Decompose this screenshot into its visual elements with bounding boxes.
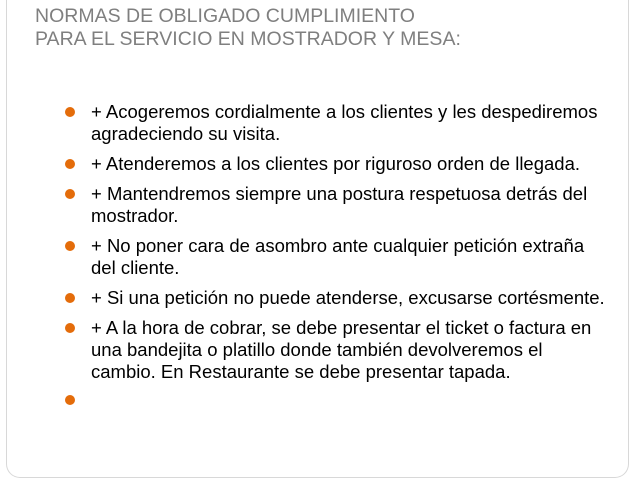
bullet-icon bbox=[65, 395, 75, 405]
bullet-text: + Mantendremos siempre una postura respetuosa detrás del mostrador. bbox=[91, 183, 588, 226]
bullet-icon bbox=[65, 293, 75, 303]
bullet-icon bbox=[65, 107, 75, 117]
list-item bbox=[65, 235, 605, 279]
list-item bbox=[65, 183, 605, 227]
title-area bbox=[7, 0, 628, 82]
list-item bbox=[65, 153, 605, 175]
bullet-icon bbox=[65, 241, 75, 251]
list-item bbox=[65, 287, 605, 309]
bullet-text: + A la hora de cobrar, se debe presentar el ticket o factura en una bandejita o platillo donde también devolveremos el cambio. En Restaurante se debe presentar tapada. bbox=[91, 317, 592, 382]
bullet-text: + Atenderemos a los clientes por riguroso orden de llegada. bbox=[91, 153, 581, 174]
bullet-icon bbox=[65, 159, 75, 169]
bullet-text: + No poner cara de asombro ante cualquier petición extraña del cliente. bbox=[91, 235, 585, 278]
bullet-list bbox=[65, 101, 605, 419]
list-item bbox=[65, 101, 605, 145]
slide-title: NORMAS DE OBLIGADO CUMPLIMIENTO PARA EL SERVICIO EN MOSTRADOR Y MESA: bbox=[35, 5, 461, 50]
slide bbox=[6, 0, 629, 478]
bullet-text: + Si una petición no puede atenderse, excusarse cortésmente. bbox=[91, 287, 605, 308]
list-item-empty bbox=[65, 389, 605, 411]
list-item bbox=[65, 317, 605, 383]
bullet-text: + Acogeremos cordialmente a los clientes y les despediremos agradeciendo su visita. bbox=[91, 101, 598, 144]
bullet-icon bbox=[65, 189, 75, 199]
bullet-icon bbox=[65, 323, 75, 333]
